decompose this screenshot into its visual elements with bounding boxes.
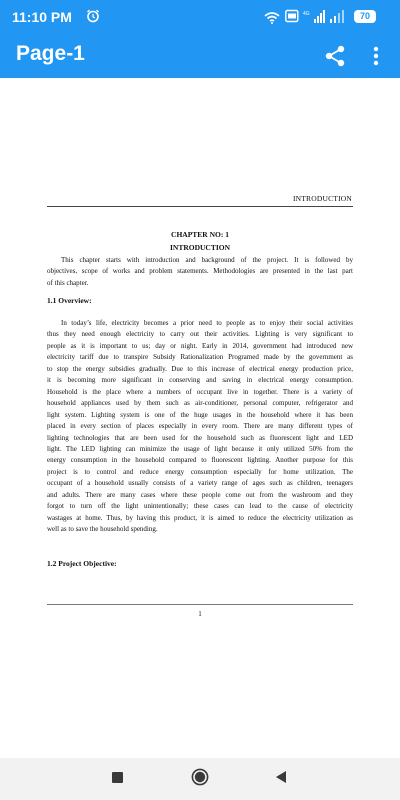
text-line: well as to save the household spending.: [47, 525, 158, 534]
text-line: and adults. There are many cases where these people come out from the washroom and they: [47, 490, 353, 499]
home-icon: [191, 768, 209, 786]
wifi-icon: [264, 11, 280, 29]
home-button[interactable]: [191, 768, 209, 786]
share-button[interactable]: [322, 43, 348, 69]
text-line: electricity tariff due to transpire Subsidy Rationalization Programed made by the government as: [47, 353, 353, 362]
status-time: 11:10 PM: [12, 9, 72, 25]
text-line: occupant of a household usually consists of a variety range of ages such as children, teenagers: [47, 479, 353, 488]
text-line: thus they need enough electricity to carry out their activities. Lighting is very significant to: [47, 330, 353, 339]
text-line: project is to control and reduce energy consumption especially for home utilization. The: [47, 467, 353, 476]
section-heading-overview: 1.1 Overview:: [47, 296, 92, 305]
text-line: objectives, scope of works and problem statements. Methodologies are presented in the last part: [47, 267, 353, 276]
footer-divider: [47, 604, 353, 605]
page-number: 1: [198, 610, 202, 618]
pdf-page-viewer[interactable]: [0, 78, 400, 758]
text-line: In today’s life, electricity becomes a prior need to people as to enjoy their social activities: [61, 319, 353, 327]
text-line: household appliances used by them such as air-conditioner, personal computer, refrigerator and: [47, 399, 353, 408]
text-line: forgot to turn off the light unintentionally; these cases can lead to the cause of electricity: [47, 502, 353, 511]
text-line: it is becoming more significant in conserving and saving in electrical energy consumption.: [47, 376, 353, 385]
text-line: light system. Lighting system is one of the huge usages in the household where it has been: [47, 410, 353, 419]
text-line: placed in every section of places especially in every room. There are many different types of: [47, 422, 353, 431]
share-icon: [322, 43, 348, 69]
app-bar: [0, 34, 400, 78]
section-heading-objective: 1.2 Project Objective:: [47, 559, 117, 568]
battery-icon: 70: [354, 10, 376, 23]
signal-icon-secondary: [328, 10, 348, 29]
data-indicator: 4G: [303, 11, 310, 17]
text-line: light. The LED lighting can minimize the usage of light because it only utilized 50% from the: [47, 444, 353, 453]
text-line: This chapter starts with introduction and background of the project. It is followed by: [61, 256, 353, 264]
text-line: of this chapter.: [47, 278, 89, 287]
header-divider: [47, 206, 353, 207]
overview-paragraph: [47, 318, 353, 536]
text-line: lighting technologies that are been used for the household such as fluorescent light and LED: [47, 433, 353, 442]
text-line: energy consumption in the household compared to fluorescent lighting. Another purpose for this: [47, 456, 353, 465]
text-line: to stop the energy subsidies gradually. Due to this increase of electrical energy production price,: [47, 364, 353, 373]
recents-icon[interactable]: [112, 772, 123, 783]
more-vert-icon: [367, 43, 385, 69]
alarm-icon: [86, 9, 100, 28]
back-button[interactable]: [274, 770, 288, 784]
back-icon: [274, 770, 288, 784]
intro-paragraph: [47, 255, 353, 289]
text-line: people as it is important to us; day or night. Early in 2014, government had introduced new: [47, 341, 353, 350]
status-bar: [0, 0, 400, 34]
more-options-button[interactable]: [367, 43, 385, 69]
system-navigation-bar: [0, 758, 400, 800]
signal-icon: [303, 10, 325, 29]
volte-icon: [285, 9, 299, 28]
running-header: INTRODUCTION: [292, 194, 352, 203]
text-line: wastages at home. Thus, by having this product, it is aimed to reduce the electricity utilization as: [47, 513, 353, 522]
page-title: Page-1: [16, 42, 85, 65]
chapter-title: INTRODUCTION: [169, 243, 230, 252]
text-line: Household is the place where a numbers of occupant live in together. There is a variety of: [47, 387, 353, 396]
chapter-number: CHAPTER NO: 1: [171, 230, 229, 239]
